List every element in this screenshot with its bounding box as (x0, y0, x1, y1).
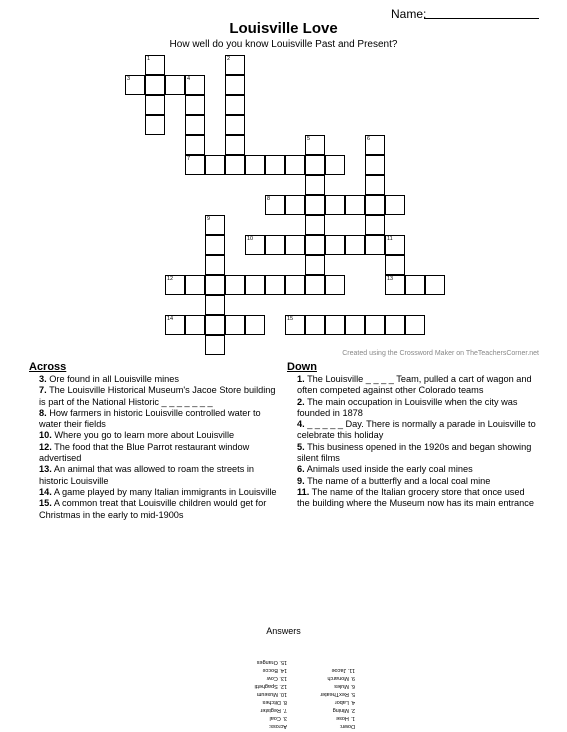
crossword-cell[interactable] (225, 275, 245, 295)
crossword-cell[interactable] (305, 195, 325, 215)
crossword-cell[interactable] (365, 155, 385, 175)
crossword-cell[interactable] (405, 275, 425, 295)
answers-across-heading: Across: (268, 723, 287, 729)
cell-number: 13 (387, 276, 394, 282)
crossword-cell[interactable] (365, 315, 385, 335)
crossword-cell[interactable] (365, 195, 385, 215)
clue-text: This business opened in the 1920s and began showing silent films (297, 441, 532, 464)
crossword-cell[interactable] (205, 315, 225, 335)
crossword-cell[interactable] (265, 275, 285, 295)
cell-number: 4 (187, 76, 191, 82)
crossword-cell[interactable] (365, 235, 385, 255)
clue-text: The name of a butterfly and a local coal mine (307, 475, 491, 486)
clue-item (29, 464, 279, 487)
crossword-cell[interactable] (345, 235, 365, 255)
crossword-cell[interactable] (185, 135, 205, 155)
crossword-cell[interactable] (285, 275, 305, 295)
clue-text: How farmers in historic Louisville controlled water to water their fields (39, 407, 261, 430)
cell-number: 8 (267, 196, 271, 202)
crossword-cell[interactable] (225, 75, 245, 95)
crossword-cell[interactable] (305, 135, 325, 155)
clue-item (29, 487, 279, 498)
crossword-cell[interactable] (205, 295, 225, 315)
crossword-cell[interactable] (245, 315, 265, 335)
crossword-cell[interactable] (165, 75, 185, 95)
crossword-cell[interactable] (265, 195, 285, 215)
crossword-cell[interactable] (305, 235, 325, 255)
crossword-cell[interactable] (365, 135, 385, 155)
crossword-cell[interactable] (305, 175, 325, 195)
answer-item: 9. Monarch (327, 675, 355, 681)
answer-item: 12. Spaghetti (254, 683, 287, 689)
crossword-cell[interactable] (385, 235, 405, 255)
crossword-cell[interactable] (125, 75, 145, 95)
clue-item (29, 442, 279, 465)
crossword-cell[interactable] (305, 315, 325, 335)
clue-text: The Louisville Historical Museum's Jacoe Store building is part of the National Historic _ _ _ _ _ _ _ (39, 385, 276, 407)
cell-number: 3 (127, 76, 131, 82)
clue-text: Where you go to learn more about Louisville (54, 430, 235, 441)
crossword-cell[interactable] (185, 115, 205, 135)
cell-number: 12 (167, 276, 174, 282)
clue-item (287, 397, 537, 420)
crossword-cell[interactable] (145, 55, 165, 75)
credit-text: Created using the Crossword Maker on TheTeachersCorner.net (342, 350, 539, 357)
clue-text: _ _ _ _ _ Day. There is normally a parade in Louisville to celebrate this holiday (297, 419, 536, 441)
clue-number: 11. (297, 486, 310, 497)
cell-number: 7 (187, 156, 191, 162)
crossword-cell[interactable] (285, 155, 305, 175)
down-heading: Down (287, 361, 317, 373)
crossword-cell[interactable] (225, 135, 245, 155)
cell-number: 1 (147, 56, 151, 62)
crossword-cell[interactable] (345, 195, 365, 215)
cell-number: 6 (367, 136, 371, 142)
crossword-cell[interactable] (385, 195, 405, 215)
clue-text: The main occupation in Louisville when the city was founded in 1878 (297, 396, 518, 418)
answer-item: 8. Ditches (262, 699, 287, 705)
crossword-cell[interactable] (365, 215, 385, 235)
answer-item: 15. Oranges (256, 659, 287, 665)
cell-number: 14 (167, 316, 174, 322)
answer-item: 2. Mining (332, 707, 355, 713)
crossword-cell[interactable] (225, 55, 245, 75)
crossword-cell[interactable] (285, 315, 305, 335)
crossword-cell[interactable] (145, 115, 165, 135)
clue-number: 1. (297, 374, 305, 384)
crossword-cell[interactable] (205, 255, 225, 275)
crossword-cell[interactable] (165, 315, 185, 335)
crossword-cell[interactable] (165, 275, 185, 295)
crossword-cell[interactable] (285, 235, 305, 255)
crossword-cell[interactable] (245, 235, 265, 255)
clue-text: Animals used inside the early coal mines (306, 464, 473, 475)
clue-item (29, 408, 279, 431)
crossword-cell[interactable] (185, 75, 205, 95)
answer-item: 13. Cow (266, 675, 287, 681)
crossword-grid (0, 0, 567, 360)
answer-item: 7. Register (260, 707, 287, 713)
clue-item (29, 430, 279, 441)
crossword-cell[interactable] (225, 315, 245, 335)
page-title: Louisville Love (229, 20, 338, 37)
crossword-cell[interactable] (325, 275, 345, 295)
crossword-cell[interactable] (385, 315, 405, 335)
clue-number: 6. (297, 464, 305, 475)
cell-number: 10 (247, 236, 254, 242)
clue-number: 8. (39, 407, 47, 418)
crossword-cell[interactable] (425, 275, 445, 295)
crossword-cell[interactable] (305, 155, 325, 175)
crossword-cell[interactable] (285, 195, 305, 215)
clue-item (287, 487, 537, 510)
clue-number: 13. (39, 464, 52, 475)
cell-number: 5 (307, 136, 311, 142)
clue-item (287, 442, 537, 465)
crossword-cell[interactable] (225, 95, 245, 115)
cell-number: 9 (207, 216, 211, 222)
crossword-cell[interactable] (205, 155, 225, 175)
crossword-cell[interactable] (385, 275, 405, 295)
crossword-cell[interactable] (185, 95, 205, 115)
answer-item: 14. Bocce (262, 667, 287, 673)
crossword-cell[interactable] (245, 275, 265, 295)
crossword-cell[interactable] (385, 255, 405, 275)
crossword-cell[interactable] (265, 235, 285, 255)
cell-number: 2 (227, 56, 231, 62)
clue-item (287, 476, 537, 487)
cell-number: 11 (387, 236, 393, 242)
answer-item: 3. Coal (269, 715, 287, 721)
clue-item (29, 374, 279, 385)
answers-down (320, 666, 355, 730)
crossword-cell[interactable] (145, 95, 165, 115)
clue-number: 3. (39, 374, 47, 384)
clue-number: 15. (39, 498, 52, 509)
clue-number: 7. (39, 385, 47, 396)
crossword-cell[interactable] (245, 155, 265, 175)
answer-item: 6. Mules (334, 683, 355, 689)
clue-item (287, 464, 537, 475)
page-subtitle: How well do you know Louisville Past and Present? (169, 39, 398, 50)
clue-text: Ore found in all Louisville mines (49, 374, 179, 384)
clue-text: The Louisville _ _ _ _ Team, pulled a cart of wagon and often competed against other Colorado teams (297, 374, 532, 396)
answers-across (255, 658, 287, 730)
answers-down-heading: Down: (339, 723, 355, 729)
answer-item: 4. Labor (334, 699, 355, 705)
clue-number: 2. (297, 396, 305, 407)
crossword-cell[interactable] (305, 275, 325, 295)
answers-title: Answers (266, 626, 301, 636)
clue-item (29, 385, 279, 408)
clue-number: 5. (297, 441, 305, 452)
clue-text: The food that the Blue Parrot restaurant window advertised (39, 441, 250, 464)
clue-number: 12. (39, 441, 52, 452)
clue-number: 14. (39, 486, 52, 497)
answers-key (225, 650, 355, 730)
answer-item: 11. Jacoe (331, 667, 355, 673)
clue-number: 9. (297, 475, 305, 486)
name-label: Name: (391, 7, 427, 21)
crossword-cell[interactable] (345, 315, 365, 335)
crossword-cell[interactable] (365, 175, 385, 195)
crossword-cell[interactable] (325, 315, 345, 335)
crossword-cell[interactable] (205, 235, 225, 255)
crossword-cell[interactable] (205, 335, 225, 355)
clue-text: An animal that was allowed to roam the streets in historic Louisville (39, 464, 255, 486)
clue-item (29, 498, 279, 521)
clue-item (287, 419, 537, 442)
crossword-cell[interactable] (265, 155, 285, 175)
answer-item: 5. RexTheater (320, 691, 355, 697)
down-clues (287, 361, 537, 510)
crossword-cell[interactable] (145, 75, 165, 95)
across-clues (29, 361, 279, 521)
answer-item: 1. Hose (336, 715, 355, 721)
across-heading: Across (29, 361, 67, 373)
crossword-cell[interactable] (305, 215, 325, 235)
clue-number: 10. (39, 430, 52, 441)
answer-item: 10. Museum (256, 691, 287, 697)
clue-number: 4. (297, 419, 305, 430)
crossword-cell[interactable] (185, 315, 205, 335)
crossword-cell[interactable] (325, 235, 345, 255)
crossword-cell[interactable] (185, 275, 205, 295)
crossword-cell[interactable] (325, 155, 345, 175)
crossword-cell[interactable] (405, 315, 425, 335)
clue-text: A game played by many Italian immigrants in Louisville (53, 486, 277, 497)
crossword-cell[interactable] (225, 115, 245, 135)
crossword-cell[interactable] (205, 215, 225, 235)
crossword-cell[interactable] (305, 255, 325, 275)
clue-item (287, 374, 537, 397)
clue-text: The name of the Italian grocery store that once used the building where the Museum now has its main entrance (297, 486, 534, 509)
crossword-cell[interactable] (205, 275, 225, 295)
crossword-cell[interactable] (225, 155, 245, 175)
clue-text: A common treat that Louisville children would get for Christmas in the early to mid-1900s (39, 498, 267, 520)
crossword-cell[interactable] (185, 155, 205, 175)
cell-number: 15 (287, 316, 294, 322)
crossword-cell[interactable] (325, 195, 345, 215)
